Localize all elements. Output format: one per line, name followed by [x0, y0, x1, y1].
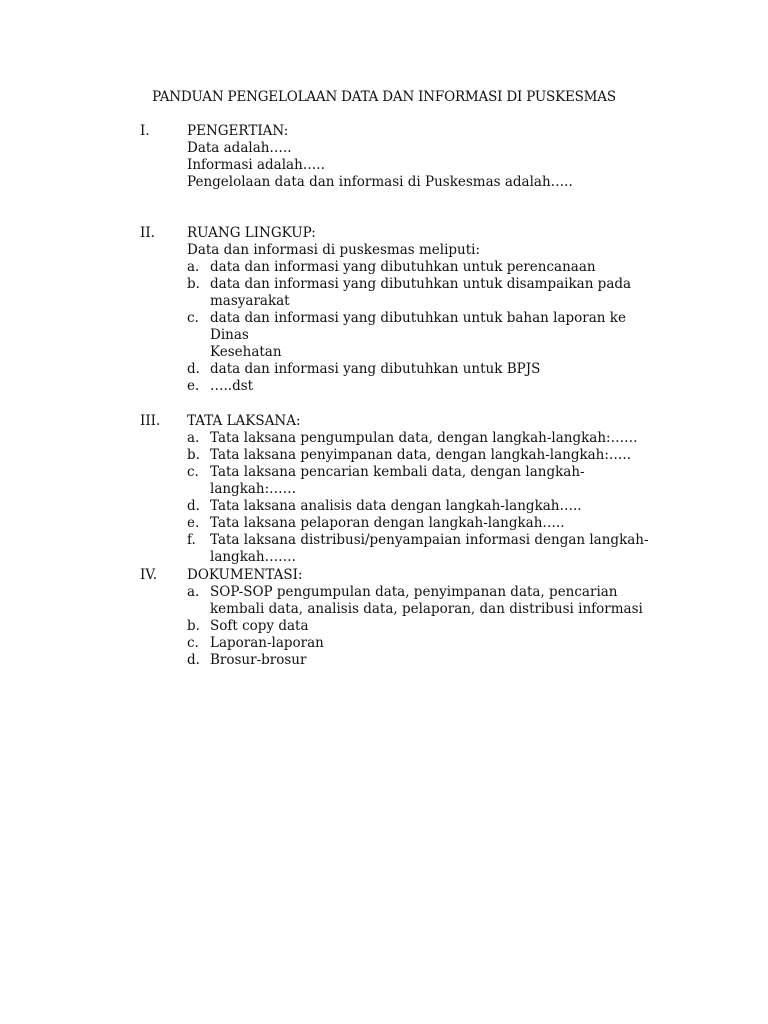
list-marker: a. — [187, 430, 200, 446]
list-item — [187, 515, 650, 532]
list-item — [187, 635, 650, 652]
list-item-text: Tata laksana analisis data dengan langkah-langkah….. — [210, 498, 582, 514]
list-marker: a. — [187, 259, 200, 275]
list-item — [187, 361, 650, 378]
list-item-text: data dan informasi yang dibutuhkan untuk BPJS — [210, 361, 541, 377]
list-marker: c. — [187, 635, 199, 651]
list-marker: d. — [187, 652, 200, 668]
list-item-text-continued: kembali data, analisis data, pelaporan, dan distribusi informasi — [210, 601, 643, 617]
list-item — [187, 498, 650, 515]
list-item — [187, 464, 650, 498]
section-body — [187, 413, 667, 566]
list-item-text-continued: langkah……. — [210, 549, 296, 565]
list-marker: e. — [187, 378, 200, 394]
list-item-text: Tata laksana distribusi/penyampaian informasi dengan langkah- — [210, 532, 649, 548]
document-title: PANDUAN PENGELOLAAN DATA DAN INFORMASI DI PUSKESMAS — [152, 89, 616, 105]
list-marker: a. — [187, 584, 200, 600]
list-item-text: Tata laksana pencarian kembali data, dengan langkah-langkah:…… — [210, 464, 585, 497]
list-item — [187, 276, 650, 310]
list-item-text: Tata laksana pelaporan dengan langkah-langkah….. — [210, 515, 565, 531]
section-number: II. — [140, 225, 155, 241]
list-item-text-continued: Kesehatan — [210, 344, 282, 360]
definition-line: Pengelolaan data dan informasi di Puskesmas adalah….. — [187, 174, 573, 190]
list-item-text: Tata laksana pengumpulan data, dengan langkah-langkah:…… — [210, 430, 638, 446]
list-item-text: SOP-SOP pengumpulan data, penyimpanan data, pencarian — [210, 584, 618, 600]
list-item — [187, 430, 650, 447]
list-item — [187, 447, 650, 464]
list-item — [187, 652, 650, 669]
section-body — [187, 225, 667, 395]
list-marker: d. — [187, 361, 200, 377]
section-heading: DOKUMENTASI: — [187, 567, 303, 583]
list-item-text: data dan informasi yang dibutuhkan untuk perencanaan — [210, 259, 596, 275]
section-body — [187, 123, 667, 191]
list-item-text: Soft copy data — [210, 618, 309, 634]
list-marker: d. — [187, 498, 200, 514]
section-heading: RUANG LINGKUP: — [187, 225, 316, 241]
definition-line: Informasi adalah….. — [187, 157, 325, 173]
list-item — [187, 584, 650, 618]
list-item — [187, 618, 650, 635]
section-number: IV. — [140, 567, 158, 583]
list-marker: c. — [187, 464, 199, 480]
list-item-text: Brosur-brosur — [210, 652, 307, 668]
list-item-text: data dan informasi yang dibutuhkan untuk bahan laporan ke Dinas — [210, 310, 626, 343]
list-item — [187, 532, 650, 566]
section-number: III. — [140, 413, 161, 429]
list-item-text: data dan informasi yang dibutuhkan untuk disampaikan pada — [210, 276, 632, 292]
list-item-text: Laporan-laporan — [210, 635, 324, 651]
list-marker: c. — [187, 310, 199, 326]
section-body — [187, 567, 667, 669]
section-heading: PENGERTIAN: — [187, 123, 289, 139]
list-marker: b. — [187, 276, 200, 292]
list-marker: f. — [187, 532, 196, 548]
list-marker: e. — [187, 515, 200, 531]
section-intro: Data dan informasi di puskesmas meliputi: — [187, 242, 481, 258]
list-item — [187, 378, 650, 395]
list-item-text: …..dst — [210, 378, 254, 394]
list-item — [187, 310, 650, 361]
list-marker: b. — [187, 447, 200, 463]
section-number: I. — [140, 123, 150, 139]
list-item-text: Tata laksana penyimpanan data, dengan langkah-langkah:….. — [210, 447, 632, 463]
list-item — [187, 259, 650, 276]
list-marker: b. — [187, 618, 200, 634]
list-item-text-continued: masyarakat — [210, 293, 290, 309]
definition-line: Data adalah….. — [187, 140, 292, 156]
section-heading: TATA LAKSANA: — [187, 413, 301, 429]
